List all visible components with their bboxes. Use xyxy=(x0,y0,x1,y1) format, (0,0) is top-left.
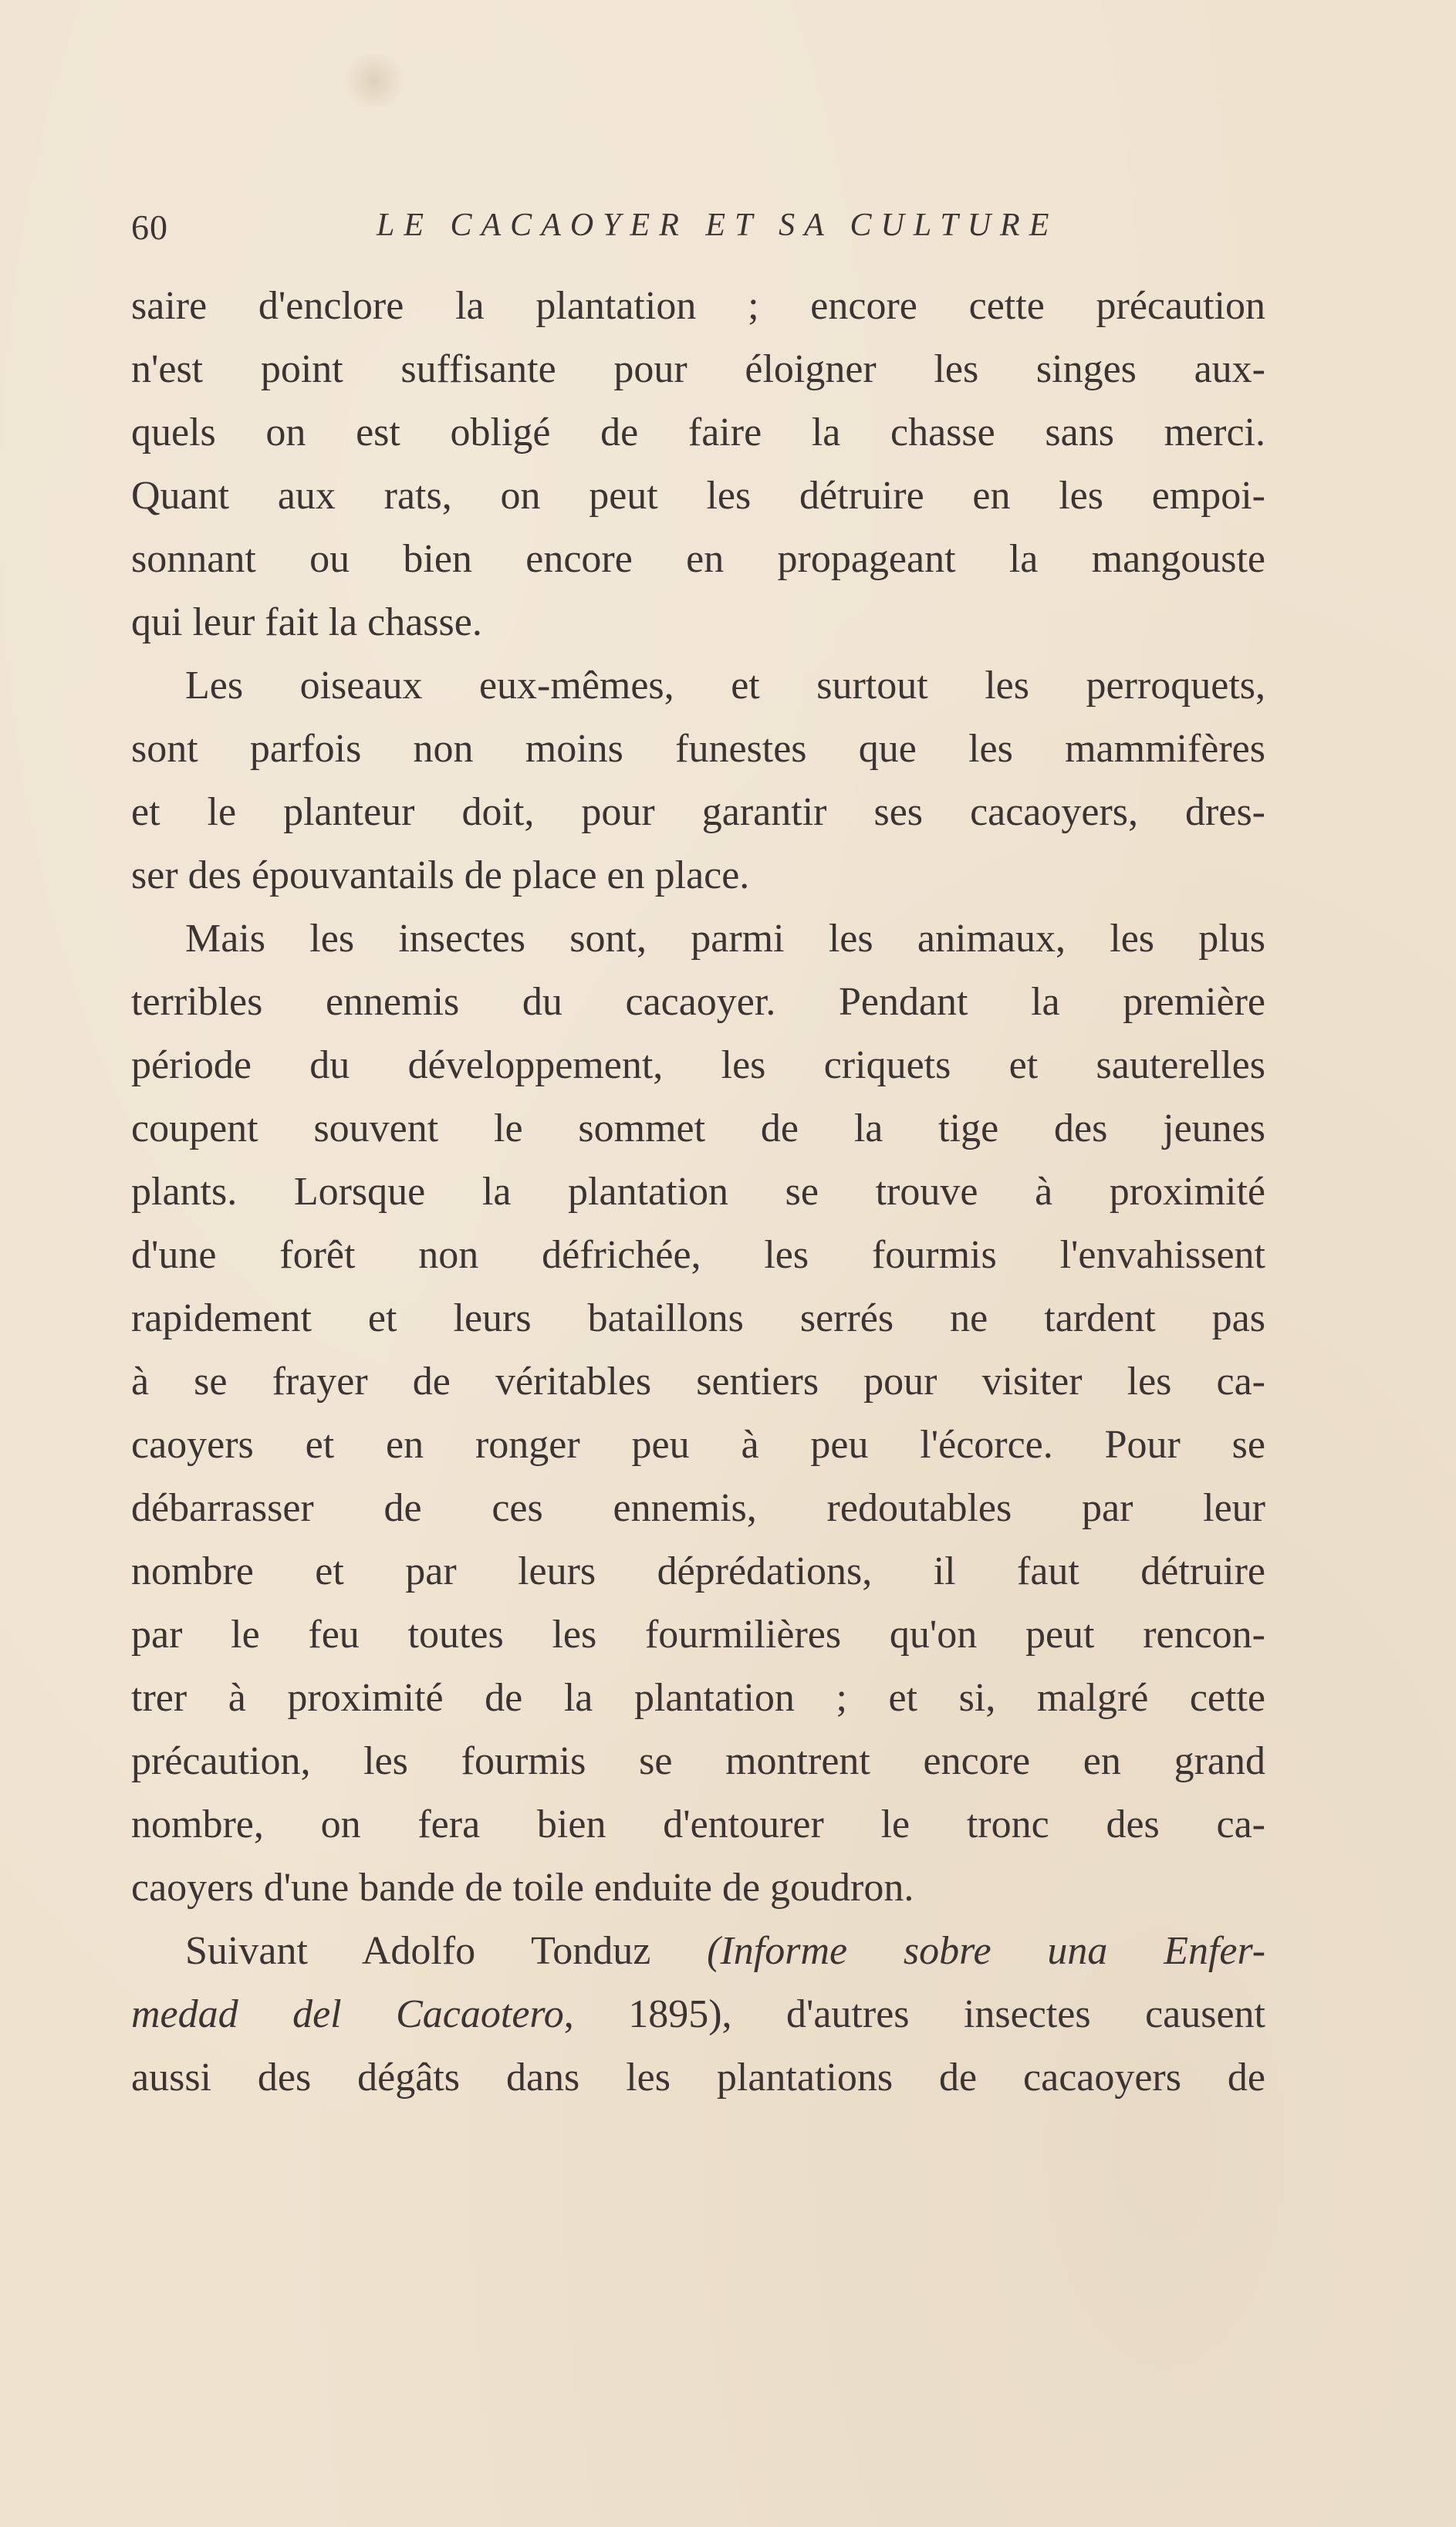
page-number: 60 xyxy=(131,208,168,247)
running-title: LE CACAOYER ET SA CULTURE xyxy=(377,208,1059,243)
text-line: nombre et par leurs déprédations, il faut détruire xyxy=(131,1549,1265,1593)
citation-line xyxy=(131,1920,1265,1983)
text-line: à se frayer de véritables sentiers pour visiter les ca- xyxy=(131,1360,1265,1404)
body-text xyxy=(131,275,1265,2110)
paper-stain xyxy=(340,54,409,108)
text-line: plants. Lorsque la plantation se trouve à proximité xyxy=(131,1170,1265,1214)
text-line: rapidement et leurs bataillons serrés ne tardent pas xyxy=(131,1296,1265,1340)
text-line: Quant aux rats, on peut les détruire en les empoi- xyxy=(131,474,1265,518)
text-line: aussi des dégâts dans les plantations de cacaoyers de xyxy=(131,2056,1265,2100)
author-name: Suivant Adolfo Tonduz xyxy=(185,1929,651,1973)
text-line: et le planteur doit, pour garantir ses cacaoyers, dres- xyxy=(131,790,1265,834)
text-line: d'une forêt non défrichée, les fourmis l'envahissent xyxy=(131,1233,1265,1277)
text-line: caoyers d'une bande de toile enduite de goudron. xyxy=(131,1866,914,1910)
cited-title-continued: medad del Cacaotero xyxy=(131,1992,564,2036)
text-line: par le feu toutes les fourmilières qu'on peut rencon- xyxy=(131,1613,1265,1657)
text-line: n'est point suffisante pour éloigner les singes aux- xyxy=(131,347,1265,391)
running-head xyxy=(131,207,1265,253)
text-line: terribles ennemis du cacaoyer. Pendant la première xyxy=(131,980,1265,1024)
text-line: quels on est obligé de faire la chasse sans merci. xyxy=(131,410,1265,454)
text-line: sonnant ou bien encore en propageant la mangouste xyxy=(131,537,1265,581)
cited-title: (Informe sobre una Enfer- xyxy=(707,1929,1266,1973)
text-line: Mais les insectes sont, parmi les animaux, les plus xyxy=(185,917,1265,961)
text-line: précaution, les fourmis se montrent encore en grand xyxy=(131,1739,1265,1783)
text-line: coupent souvent le sommet de la tige des jeunes xyxy=(131,1106,1265,1150)
text-line: période du développement, les criquets et sauterelles xyxy=(131,1043,1265,1087)
citation-rest: , 1895), d'autres insectes causent xyxy=(563,1992,1265,2036)
text-line: sont parfois non moins funestes que les mammifères xyxy=(131,727,1265,771)
text-line: trer à proximité de la plantation ; et si, malgré cette xyxy=(131,1676,1265,1720)
text-line: ser des épouvantails de place en place. xyxy=(131,853,750,897)
text-line: caoyers et en ronger peu à peu l'écorce. Pour se xyxy=(131,1423,1265,1467)
text-line: qui leur fait la chasse. xyxy=(131,600,482,644)
text-line: saire d'enclore la plantation ; encore cette précaution xyxy=(131,284,1265,328)
text-line: débarrasser de ces ennemis, redoutables par leur xyxy=(131,1486,1265,1530)
text-line: Les oiseaux eux-mêmes, et surtout les perroquets, xyxy=(185,664,1265,708)
text-line: nombre, on fera bien d'entourer le tronc des ca- xyxy=(131,1802,1265,1846)
citation-line xyxy=(131,1983,1265,2046)
